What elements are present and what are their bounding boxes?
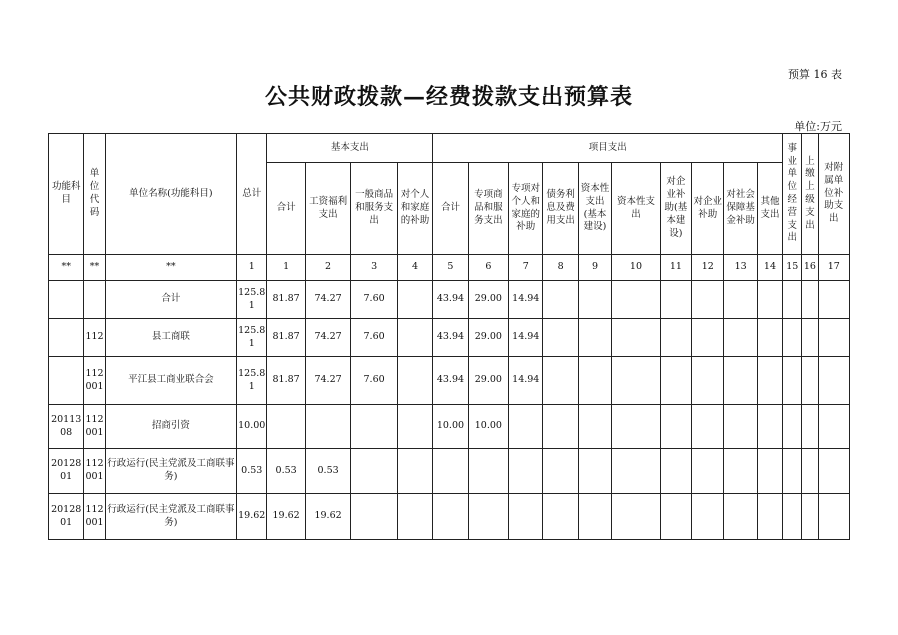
unit-label: 单位:万元 bbox=[794, 120, 842, 133]
individuals-cell bbox=[397, 281, 432, 319]
basic-sum-cell: 81.87 bbox=[267, 281, 305, 319]
project-sum-cell: 43.94 bbox=[433, 357, 468, 405]
index-cell: 10 bbox=[612, 255, 661, 281]
func-code-cell bbox=[49, 281, 84, 319]
basic-sum-cell bbox=[267, 405, 305, 449]
header-wage: 工资福利支出 bbox=[305, 163, 351, 255]
func-code-cell: 2012801 bbox=[49, 494, 84, 540]
goods-cell bbox=[351, 449, 398, 494]
index-cell: ** bbox=[84, 255, 105, 281]
unit-name-cell: 平江县工商业联合会 bbox=[105, 357, 236, 405]
individuals-cell bbox=[397, 405, 432, 449]
unit-name-cell: 招商引资 bbox=[105, 405, 236, 449]
index-cell: 1 bbox=[237, 255, 267, 281]
unit-code-cell bbox=[84, 281, 105, 319]
wage-cell bbox=[305, 405, 351, 449]
func-code-cell bbox=[49, 357, 84, 405]
header-remit-upper: 上缴上级支出 bbox=[802, 134, 818, 255]
index-cell: ** bbox=[49, 255, 84, 281]
header-other: 其他支出 bbox=[757, 163, 782, 255]
total-cell: 19.62 bbox=[237, 494, 267, 540]
project-individuals-cell: 14.94 bbox=[509, 281, 543, 319]
header-unit-name: 单位名称(功能科目) bbox=[105, 134, 236, 255]
table-row bbox=[49, 281, 850, 319]
project-sum-cell: 43.94 bbox=[433, 319, 468, 357]
goods-cell bbox=[351, 405, 398, 449]
unit-code-cell: 112001 bbox=[84, 494, 105, 540]
header-debt-interest: 债务利息及费用支出 bbox=[543, 163, 578, 255]
index-row bbox=[49, 255, 850, 281]
total-cell: 125.81 bbox=[237, 319, 267, 357]
individuals-cell bbox=[397, 357, 432, 405]
index-cell: 5 bbox=[433, 255, 468, 281]
header-enterprise: 对企业补助 bbox=[692, 163, 724, 255]
project-individuals-cell: 14.94 bbox=[509, 357, 543, 405]
header-func-code: 功能科目 bbox=[49, 134, 84, 255]
unit-name-cell: 合计 bbox=[105, 281, 236, 319]
func-code-cell: 2012801 bbox=[49, 449, 84, 494]
goods-cell: 7.60 bbox=[351, 281, 398, 319]
index-cell: 1 bbox=[267, 255, 305, 281]
wage-cell: 19.62 bbox=[305, 494, 351, 540]
individuals-cell bbox=[397, 449, 432, 494]
wage-cell: 74.27 bbox=[305, 357, 351, 405]
total-cell: 125.81 bbox=[237, 357, 267, 405]
project-goods-cell bbox=[468, 494, 508, 540]
index-cell: 14 bbox=[757, 255, 782, 281]
header-capital: 资本性支出 bbox=[612, 163, 661, 255]
index-cell: 15 bbox=[783, 255, 802, 281]
header-project-individuals: 专项对个人和家庭的补助 bbox=[509, 163, 543, 255]
table-row bbox=[49, 494, 850, 540]
basic-sum-cell: 81.87 bbox=[267, 357, 305, 405]
project-sum-cell bbox=[433, 449, 468, 494]
table-row bbox=[49, 405, 850, 449]
project-goods-cell: 10.00 bbox=[468, 405, 508, 449]
header-project-sum: 合计 bbox=[433, 163, 468, 255]
header-basic-group: 基本支出 bbox=[267, 134, 433, 163]
index-cell: 13 bbox=[724, 255, 757, 281]
project-sum-cell: 10.00 bbox=[433, 405, 468, 449]
individuals-cell bbox=[397, 319, 432, 357]
budget-table bbox=[48, 133, 850, 540]
header-affiliated: 对附属单位补助支出 bbox=[818, 134, 849, 255]
header-project-group: 项目支出 bbox=[433, 134, 783, 163]
project-individuals-cell bbox=[509, 405, 543, 449]
page-title: 公共财政拨款—经费拨款支出预算表 bbox=[264, 84, 633, 110]
header-goods-services: 一般商品和服务支出 bbox=[351, 163, 398, 255]
unit-name-cell: 行政运行(民主党派及工商联事务) bbox=[105, 449, 236, 494]
project-goods-cell: 29.00 bbox=[468, 319, 508, 357]
unit-name-cell: 县工商联 bbox=[105, 319, 236, 357]
individuals-cell bbox=[397, 494, 432, 540]
project-goods-cell: 29.00 bbox=[468, 357, 508, 405]
table-row bbox=[49, 319, 850, 357]
goods-cell: 7.60 bbox=[351, 357, 398, 405]
project-individuals-cell: 14.94 bbox=[509, 319, 543, 357]
index-cell: 7 bbox=[509, 255, 543, 281]
project-individuals-cell bbox=[509, 449, 543, 494]
wage-cell: 0.53 bbox=[305, 449, 351, 494]
project-individuals-cell bbox=[509, 494, 543, 540]
basic-sum-cell: 81.87 bbox=[267, 319, 305, 357]
total-cell: 0.53 bbox=[237, 449, 267, 494]
project-goods-cell: 29.00 bbox=[468, 281, 508, 319]
wage-cell: 74.27 bbox=[305, 281, 351, 319]
index-cell: 12 bbox=[692, 255, 724, 281]
index-cell: 8 bbox=[543, 255, 578, 281]
wage-cell: 74.27 bbox=[305, 319, 351, 357]
header-project-goods: 专项商品和服务支出 bbox=[468, 163, 508, 255]
goods-cell: 7.60 bbox=[351, 319, 398, 357]
basic-sum-cell: 0.53 bbox=[267, 449, 305, 494]
header-enterprise-build: 对企业补助(基本建设) bbox=[660, 163, 691, 255]
total-cell: 10.00 bbox=[237, 405, 267, 449]
unit-code-cell: 112001 bbox=[84, 405, 105, 449]
header-total: 总计 bbox=[237, 134, 267, 255]
unit-code-cell: 112001 bbox=[84, 357, 105, 405]
header-capital-build: 资本性支出(基本建设) bbox=[578, 163, 611, 255]
index-cell: 4 bbox=[397, 255, 432, 281]
index-cell: 11 bbox=[660, 255, 691, 281]
header-to-individuals: 对个人和家庭的补助 bbox=[397, 163, 432, 255]
func-code-cell bbox=[49, 319, 84, 357]
table-row bbox=[49, 449, 850, 494]
index-cell: 2 bbox=[305, 255, 351, 281]
unit-code-cell: 112 bbox=[84, 319, 105, 357]
header-unit-code: 单位代码 bbox=[84, 134, 105, 255]
total-cell: 125.81 bbox=[237, 281, 267, 319]
header-social-security: 对社会保障基金补助 bbox=[724, 163, 757, 255]
header-basic-sum: 合计 bbox=[267, 163, 305, 255]
basic-sum-cell: 19.62 bbox=[267, 494, 305, 540]
unit-name-cell: 行政运行(民主党派及工商联事务) bbox=[105, 494, 236, 540]
form-number: 预算 16 表 bbox=[788, 68, 842, 81]
index-cell: ** bbox=[105, 255, 236, 281]
project-sum-cell: 43.94 bbox=[433, 281, 468, 319]
index-cell: 17 bbox=[818, 255, 849, 281]
index-cell: 16 bbox=[802, 255, 818, 281]
header-business-operating: 事业单位经营支出 bbox=[783, 134, 802, 255]
unit-code-cell: 112001 bbox=[84, 449, 105, 494]
project-sum-cell bbox=[433, 494, 468, 540]
index-cell: 3 bbox=[351, 255, 398, 281]
project-goods-cell bbox=[468, 449, 508, 494]
index-cell: 9 bbox=[578, 255, 611, 281]
goods-cell bbox=[351, 494, 398, 540]
table-row bbox=[49, 357, 850, 405]
index-cell: 6 bbox=[468, 255, 508, 281]
func-code-cell: 2011308 bbox=[49, 405, 84, 449]
